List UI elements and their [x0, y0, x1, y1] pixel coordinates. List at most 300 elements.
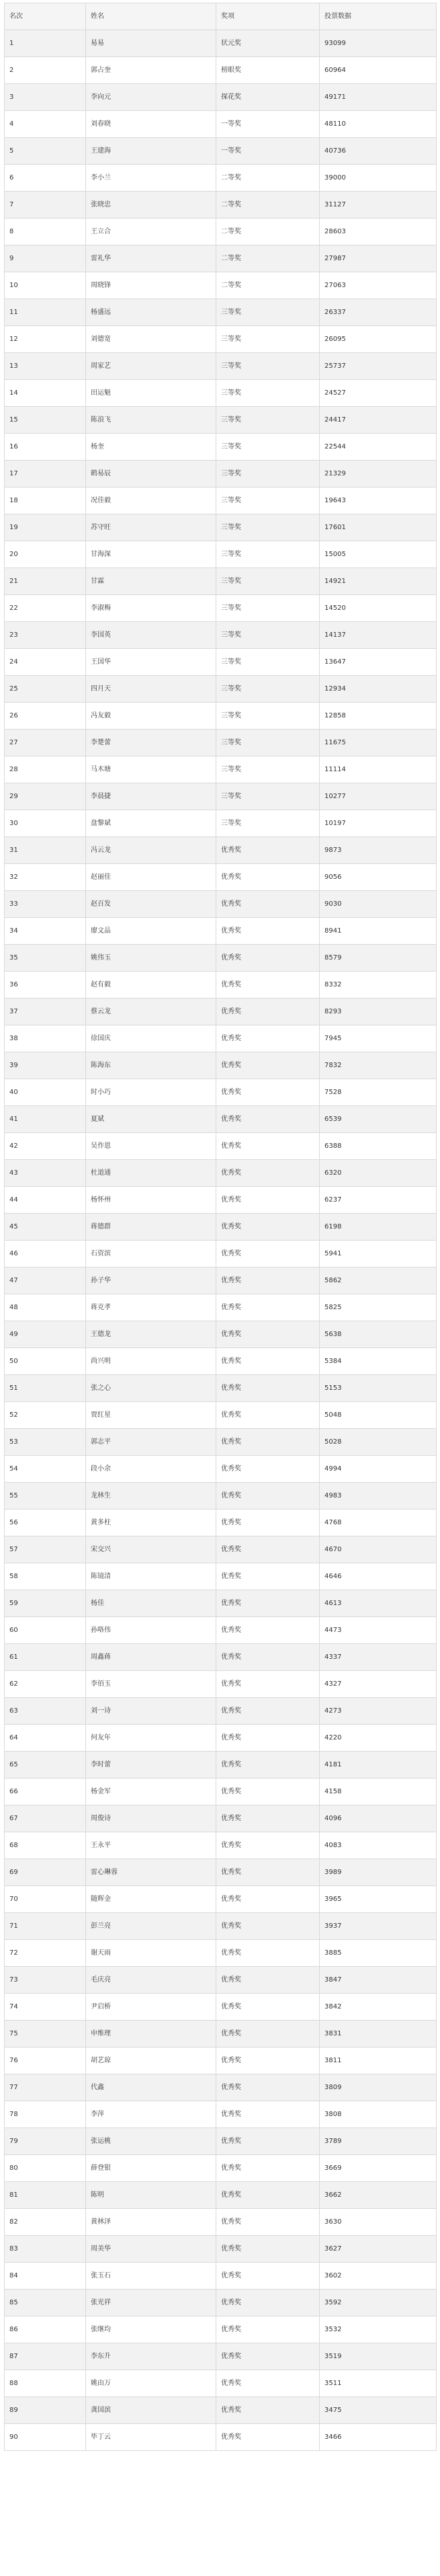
cell-award: 优秀奖: [216, 1536, 320, 1563]
cell-name: 苏守旺: [86, 514, 216, 541]
cell-award: 优秀奖: [216, 837, 320, 864]
table-row: [5, 1671, 437, 1698]
cell-name: 鹤易辰: [86, 461, 216, 487]
table-row: [5, 999, 437, 1025]
cell-rank: 3: [5, 84, 86, 111]
cell-award: 优秀奖: [216, 1994, 320, 2021]
cell-rank: 66: [5, 1779, 86, 1805]
table-row: [5, 1617, 437, 1644]
table-row: [5, 703, 437, 730]
table-row: [5, 1913, 437, 1940]
cell-rank: 26: [5, 703, 86, 730]
cell-rank: 35: [5, 945, 86, 972]
cell-name: 段小余: [86, 1456, 216, 1483]
cell-award: 优秀奖: [216, 2155, 320, 2182]
table-row: [5, 2128, 437, 2155]
cell-name: 赵丽佳: [86, 864, 216, 891]
table-row: [5, 434, 437, 461]
cell-award: 优秀奖: [216, 1967, 320, 1994]
cell-rank: 70: [5, 1886, 86, 1913]
table-row: [5, 1214, 437, 1241]
table-row: [5, 1725, 437, 1752]
cell-votes: 3592: [320, 2290, 437, 2316]
table-row: [5, 945, 437, 972]
cell-name: 尚兴明: [86, 1348, 216, 1375]
cell-name: 黄林泽: [86, 2209, 216, 2236]
cell-rank: 80: [5, 2155, 86, 2182]
cell-votes: 3475: [320, 2397, 437, 2424]
cell-votes: 17601: [320, 514, 437, 541]
table-row: [5, 2101, 437, 2128]
table-row: [5, 1886, 437, 1913]
cell-award: 二等奖: [216, 165, 320, 192]
cell-name: 张光祥: [86, 2290, 216, 2316]
cell-votes: 3989: [320, 1859, 437, 1886]
cell-name: 贾红星: [86, 1402, 216, 1429]
cell-award: 优秀奖: [216, 2290, 320, 2316]
cell-rank: 9: [5, 245, 86, 272]
cell-name: 胡艺琼: [86, 2047, 216, 2074]
cell-name: 马木塘: [86, 756, 216, 783]
cell-award: 三等奖: [216, 568, 320, 595]
cell-votes: 7528: [320, 1079, 437, 1106]
cell-award: 优秀奖: [216, 2047, 320, 2074]
table-row: [5, 676, 437, 703]
cell-award: 优秀奖: [216, 1805, 320, 1832]
cell-name: 李向元: [86, 84, 216, 111]
cell-name: 蒋德群: [86, 1214, 216, 1241]
header-votes: 投票数据: [320, 3, 437, 30]
cell-award: 优秀奖: [216, 1321, 320, 1348]
cell-rank: 37: [5, 999, 86, 1025]
cell-rank: 34: [5, 918, 86, 945]
table-row: [5, 864, 437, 891]
cell-rank: 85: [5, 2290, 86, 2316]
cell-award: 三等奖: [216, 756, 320, 783]
cell-rank: 16: [5, 434, 86, 461]
cell-rank: 30: [5, 810, 86, 837]
table-row: [5, 1294, 437, 1321]
table-row: [5, 1079, 437, 1106]
cell-award: 三等奖: [216, 407, 320, 434]
table-row: [5, 1133, 437, 1160]
cell-award: 二等奖: [216, 245, 320, 272]
cell-award: 优秀奖: [216, 2343, 320, 2370]
cell-votes: 3669: [320, 2155, 437, 2182]
table-row: [5, 756, 437, 783]
cell-award: 三等奖: [216, 353, 320, 380]
cell-votes: 93099: [320, 30, 437, 57]
cell-name: 周俊诗: [86, 1805, 216, 1832]
cell-rank: 51: [5, 1375, 86, 1402]
cell-name: 李楚蕾: [86, 730, 216, 756]
cell-name: 赵有毅: [86, 972, 216, 999]
cell-votes: 6388: [320, 1133, 437, 1160]
cell-award: 优秀奖: [216, 1671, 320, 1698]
table-row: [5, 30, 437, 57]
cell-votes: 3965: [320, 1886, 437, 1913]
cell-name: 李晨捷: [86, 783, 216, 810]
cell-votes: 3842: [320, 1994, 437, 2021]
cell-award: 优秀奖: [216, 1590, 320, 1617]
table-body: [5, 30, 437, 2451]
cell-rank: 43: [5, 1160, 86, 1187]
cell-name: 姚伟玉: [86, 945, 216, 972]
cell-name: 谢天雨: [86, 1940, 216, 1967]
cell-rank: 68: [5, 1832, 86, 1859]
cell-votes: 4613: [320, 1590, 437, 1617]
cell-votes: 4473: [320, 1617, 437, 1644]
cell-name: 甘海深: [86, 541, 216, 568]
cell-rank: 63: [5, 1698, 86, 1725]
cell-award: 优秀奖: [216, 1133, 320, 1160]
cell-rank: 56: [5, 1510, 86, 1536]
table-row: [5, 1267, 437, 1294]
cell-votes: 9056: [320, 864, 437, 891]
table-row: [5, 2290, 437, 2316]
cell-votes: 9030: [320, 891, 437, 918]
cell-award: 优秀奖: [216, 1160, 320, 1187]
table-row: [5, 1994, 437, 2021]
cell-rank: 10: [5, 272, 86, 299]
cell-award: 优秀奖: [216, 2209, 320, 2236]
cell-votes: 14137: [320, 622, 437, 649]
cell-award: 优秀奖: [216, 1779, 320, 1805]
table-row: [5, 272, 437, 299]
cell-name: 王立合: [86, 219, 216, 245]
cell-rank: 41: [5, 1106, 86, 1133]
cell-rank: 84: [5, 2263, 86, 2290]
table-row: [5, 380, 437, 407]
cell-name: 杨怀州: [86, 1187, 216, 1214]
cell-rank: 48: [5, 1294, 86, 1321]
cell-votes: 6539: [320, 1106, 437, 1133]
cell-name: 冯云龙: [86, 837, 216, 864]
cell-votes: 3831: [320, 2021, 437, 2047]
cell-votes: 13647: [320, 649, 437, 676]
cell-votes: 4983: [320, 1483, 437, 1510]
cell-award: 优秀奖: [216, 1402, 320, 1429]
cell-name: 陈明: [86, 2182, 216, 2209]
cell-award: 三等奖: [216, 487, 320, 514]
cell-rank: 82: [5, 2209, 86, 2236]
cell-name: 况佳毅: [86, 487, 216, 514]
cell-award: 三等奖: [216, 622, 320, 649]
cell-award: 优秀奖: [216, 1859, 320, 1886]
table-row: [5, 461, 437, 487]
cell-rank: 45: [5, 1214, 86, 1241]
cell-rank: 89: [5, 2397, 86, 2424]
table-row: [5, 783, 437, 810]
cell-votes: 4327: [320, 1671, 437, 1698]
table-row: [5, 2424, 437, 2451]
cell-votes: 31127: [320, 192, 437, 219]
cell-rank: 71: [5, 1913, 86, 1940]
cell-votes: 4158: [320, 1779, 437, 1805]
cell-votes: 4337: [320, 1644, 437, 1671]
cell-award: 二等奖: [216, 219, 320, 245]
table-row: [5, 1429, 437, 1456]
cell-award: 一等奖: [216, 138, 320, 165]
cell-rank: 62: [5, 1671, 86, 1698]
cell-rank: 79: [5, 2128, 86, 2155]
cell-award: 优秀奖: [216, 2128, 320, 2155]
cell-name: 黄多柱: [86, 1510, 216, 1536]
table-row: [5, 1510, 437, 1536]
cell-award: 优秀奖: [216, 2397, 320, 2424]
cell-votes: 14921: [320, 568, 437, 595]
cell-rank: 50: [5, 1348, 86, 1375]
table-row: [5, 2182, 437, 2209]
cell-award: 优秀奖: [216, 2074, 320, 2101]
table-row: [5, 837, 437, 864]
cell-rank: 29: [5, 783, 86, 810]
cell-award: 优秀奖: [216, 1106, 320, 1133]
cell-rank: 20: [5, 541, 86, 568]
cell-votes: 25737: [320, 353, 437, 380]
cell-rank: 25: [5, 676, 86, 703]
cell-award: 探花奖: [216, 84, 320, 111]
table-row: [5, 730, 437, 756]
cell-votes: 3885: [320, 1940, 437, 1967]
table-row: [5, 622, 437, 649]
cell-name: 王国华: [86, 649, 216, 676]
cell-rank: 65: [5, 1752, 86, 1779]
cell-award: 优秀奖: [216, 1025, 320, 1052]
table-row: [5, 1348, 437, 1375]
table-row: [5, 299, 437, 326]
cell-rank: 52: [5, 1402, 86, 1429]
table-row: [5, 1940, 437, 1967]
cell-name: 张玉石: [86, 2263, 216, 2290]
cell-votes: 4220: [320, 1725, 437, 1752]
cell-name: 薛登银: [86, 2155, 216, 2182]
cell-rank: 31: [5, 837, 86, 864]
cell-name: 毛庆亮: [86, 1967, 216, 1994]
cell-rank: 87: [5, 2343, 86, 2370]
cell-award: 三等奖: [216, 541, 320, 568]
cell-name: 时小巧: [86, 1079, 216, 1106]
cell-rank: 77: [5, 2074, 86, 2101]
cell-votes: 7945: [320, 1025, 437, 1052]
cell-name: 刘德宽: [86, 326, 216, 353]
cell-rank: 1: [5, 30, 86, 57]
cell-votes: 40736: [320, 138, 437, 165]
table-row: [5, 57, 437, 84]
cell-votes: 10197: [320, 810, 437, 837]
cell-rank: 15: [5, 407, 86, 434]
cell-votes: 4994: [320, 1456, 437, 1483]
cell-name: 郭志平: [86, 1429, 216, 1456]
cell-rank: 21: [5, 568, 86, 595]
cell-award: 优秀奖: [216, 891, 320, 918]
cell-name: 雷礼华: [86, 245, 216, 272]
table-row: [5, 353, 437, 380]
cell-rank: 14: [5, 380, 86, 407]
cell-votes: 5028: [320, 1429, 437, 1456]
cell-name: 代鑫: [86, 2074, 216, 2101]
cell-name: 雷心琳蓉: [86, 1859, 216, 1886]
cell-votes: 3789: [320, 2128, 437, 2155]
cell-name: 陈海东: [86, 1052, 216, 1079]
cell-rank: 8: [5, 219, 86, 245]
cell-name: 张晓忠: [86, 192, 216, 219]
cell-votes: 48110: [320, 111, 437, 138]
cell-rank: 44: [5, 1187, 86, 1214]
cell-award: 优秀奖: [216, 2370, 320, 2397]
cell-votes: 15005: [320, 541, 437, 568]
cell-award: 优秀奖: [216, 1698, 320, 1725]
cell-rank: 90: [5, 2424, 86, 2451]
table-row: [5, 245, 437, 272]
cell-name: 夏斌: [86, 1106, 216, 1133]
cell-votes: 4768: [320, 1510, 437, 1536]
cell-rank: 53: [5, 1429, 86, 1456]
cell-rank: 83: [5, 2236, 86, 2263]
cell-name: 杜道通: [86, 1160, 216, 1187]
cell-rank: 5: [5, 138, 86, 165]
cell-votes: 39000: [320, 165, 437, 192]
table-row: [5, 1025, 437, 1052]
cell-award: 三等奖: [216, 299, 320, 326]
table-row: [5, 810, 437, 837]
table-row: [5, 1187, 437, 1214]
cell-award: 二等奖: [216, 192, 320, 219]
cell-rank: 59: [5, 1590, 86, 1617]
cell-name: 石资滨: [86, 1241, 216, 1267]
table-row: [5, 568, 437, 595]
cell-name: 周鑫蒋: [86, 1644, 216, 1671]
cell-award: 优秀奖: [216, 1375, 320, 1402]
table-row: [5, 1752, 437, 1779]
cell-name: 随辉金: [86, 1886, 216, 1913]
table-row: [5, 2021, 437, 2047]
cell-name: 姚由万: [86, 2370, 216, 2397]
cell-rank: 36: [5, 972, 86, 999]
table-row: [5, 2343, 437, 2370]
cell-votes: 12858: [320, 703, 437, 730]
cell-votes: 3532: [320, 2316, 437, 2343]
cell-rank: 32: [5, 864, 86, 891]
cell-award: 二等奖: [216, 272, 320, 299]
cell-rank: 19: [5, 514, 86, 541]
cell-name: 廖文品: [86, 918, 216, 945]
cell-rank: 38: [5, 1025, 86, 1052]
table-row: [5, 487, 437, 514]
cell-name: 毕丁云: [86, 2424, 216, 2451]
cell-award: 优秀奖: [216, 1456, 320, 1483]
cell-name: 龚国滨: [86, 2397, 216, 2424]
cell-award: 优秀奖: [216, 864, 320, 891]
header-rank: 名次: [5, 3, 86, 30]
table-row: [5, 1483, 437, 1510]
cell-votes: 3811: [320, 2047, 437, 2074]
cell-name: 四月天: [86, 676, 216, 703]
cell-name: 申维理: [86, 2021, 216, 2047]
cell-name: 王建海: [86, 138, 216, 165]
cell-votes: 22544: [320, 434, 437, 461]
cell-votes: 60964: [320, 57, 437, 84]
cell-rank: 17: [5, 461, 86, 487]
cell-votes: 4670: [320, 1536, 437, 1563]
cell-name: 刘春晓: [86, 111, 216, 138]
cell-name: 田运魁: [86, 380, 216, 407]
cell-votes: 6237: [320, 1187, 437, 1214]
table-row: [5, 138, 437, 165]
cell-award: 三等奖: [216, 810, 320, 837]
cell-award: 三等奖: [216, 514, 320, 541]
cell-rank: 6: [5, 165, 86, 192]
cell-award: 三等奖: [216, 434, 320, 461]
cell-award: 优秀奖: [216, 1079, 320, 1106]
cell-rank: 22: [5, 595, 86, 622]
cell-rank: 58: [5, 1563, 86, 1590]
cell-rank: 39: [5, 1052, 86, 1079]
cell-name: 龙林生: [86, 1483, 216, 1510]
cell-name: 陈浪飞: [86, 407, 216, 434]
cell-award: 三等奖: [216, 676, 320, 703]
cell-name: 甘霖: [86, 568, 216, 595]
cell-award: 三等奖: [216, 730, 320, 756]
table-row: [5, 1967, 437, 1994]
cell-votes: 3519: [320, 2343, 437, 2370]
cell-award: 优秀奖: [216, 1429, 320, 1456]
cell-award: 优秀奖: [216, 1832, 320, 1859]
table-row: [5, 1402, 437, 1429]
cell-name: 赵百发: [86, 891, 216, 918]
cell-award: 优秀奖: [216, 1483, 320, 1510]
cell-rank: 74: [5, 1994, 86, 2021]
cell-award: 优秀奖: [216, 999, 320, 1025]
cell-award: 优秀奖: [216, 1510, 320, 1536]
cell-name: 张运桃: [86, 2128, 216, 2155]
cell-votes: 5825: [320, 1294, 437, 1321]
table-row: [5, 649, 437, 676]
table-row: [5, 1375, 437, 1402]
table-row: [5, 1456, 437, 1483]
cell-name: 王德龙: [86, 1321, 216, 1348]
cell-award: 优秀奖: [216, 2316, 320, 2343]
cell-name: 李淑梅: [86, 595, 216, 622]
table-row: [5, 2074, 437, 2101]
cell-rank: 60: [5, 1617, 86, 1644]
cell-name: 彭兰亮: [86, 1913, 216, 1940]
cell-award: 三等奖: [216, 461, 320, 487]
cell-rank: 28: [5, 756, 86, 783]
cell-votes: 5941: [320, 1241, 437, 1267]
cell-votes: 8579: [320, 945, 437, 972]
cell-award: 优秀奖: [216, 1052, 320, 1079]
cell-name: 郭占奎: [86, 57, 216, 84]
table-row: [5, 972, 437, 999]
table-row: [5, 1106, 437, 1133]
table-row: [5, 1052, 437, 1079]
cell-rank: 18: [5, 487, 86, 514]
cell-votes: 4181: [320, 1752, 437, 1779]
cell-award: 优秀奖: [216, 2182, 320, 2209]
cell-award: 一等奖: [216, 111, 320, 138]
cell-name: 李佰玉: [86, 1671, 216, 1698]
cell-name: 尹启桥: [86, 1994, 216, 2021]
cell-rank: 27: [5, 730, 86, 756]
cell-name: 吴作恩: [86, 1133, 216, 1160]
cell-rank: 78: [5, 2101, 86, 2128]
cell-votes: 5048: [320, 1402, 437, 1429]
cell-name: 何友年: [86, 1725, 216, 1752]
cell-votes: 8293: [320, 999, 437, 1025]
cell-votes: 5638: [320, 1321, 437, 1348]
cell-award: 优秀奖: [216, 2424, 320, 2451]
